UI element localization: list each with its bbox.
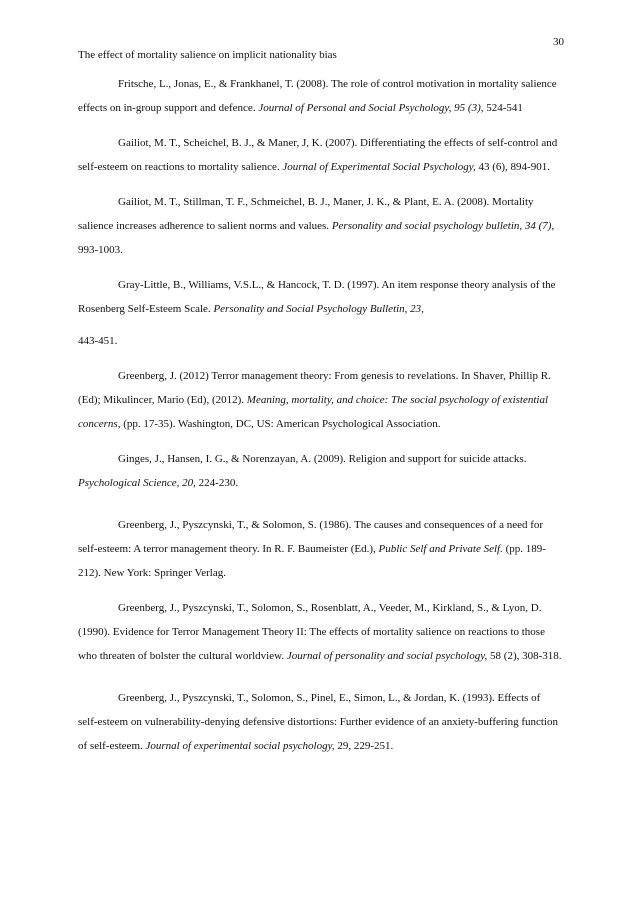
reference-pages: 993-1003. bbox=[78, 244, 123, 256]
page-number: 30 bbox=[553, 36, 564, 48]
reference-list bbox=[78, 72, 562, 769]
reference-entry bbox=[78, 190, 562, 262]
reference-text: Fritsche, L., Jonas, E., & Frankhanel, T. (2008). The role of control motivation in mortality salience effects on in-group support and defence. bbox=[78, 78, 557, 114]
journal-title: Journal of experimental social psychology, bbox=[145, 740, 335, 752]
reference-entry bbox=[78, 131, 562, 179]
reference-text: Gray-Little, B., Williams, V.S.L., & Hancock, T. D. (1997). An item response theory analysis of the Rosenberg Self-Esteem Scale. bbox=[78, 279, 556, 315]
reference-entry bbox=[78, 273, 562, 353]
reference-text: Gailiot, M. T., Stillman, T. F., Schmeichel, B. J., Maner, J. K., & Plant, E. A. (2008). Mortality salience increases adherence to salient norms and values. bbox=[78, 196, 534, 232]
reference-entry bbox=[78, 686, 562, 758]
book-title: Meaning, mortality, and choice: The social psychology of existential concerns, bbox=[78, 394, 549, 430]
reference-pages: 29, 229-251. bbox=[334, 740, 394, 752]
reference-pages: 443-451. bbox=[78, 335, 118, 347]
journal-title: Journal of personality and social psychology, bbox=[286, 650, 488, 662]
reference-text: Gailiot, M. T., Scheichel, B. J., & Maner, J, K. (2007). Differentiating the effects of self-control and self-esteem on reactions to mortality salience. bbox=[78, 137, 558, 173]
journal-title: Personality and social psychology bulletin, 34 (7), bbox=[331, 220, 555, 232]
reference-pages: 43 (6), 894-901. bbox=[475, 161, 550, 173]
reference-pages: 524-541 bbox=[483, 102, 523, 114]
reference-text: Greenberg, J., Pyszcynski, T., & Solomon, S. (1986). The causes and consequences of a need for self-esteem: A terror management theory. In R. F. Baumeister (Ed.), bbox=[78, 519, 544, 555]
reference-pages: (pp. 189-212). New York: Springer Verlag. bbox=[78, 543, 546, 579]
reference-pages: 224-230. bbox=[195, 477, 239, 489]
reference-entry bbox=[78, 447, 562, 495]
reference-entry bbox=[78, 596, 562, 668]
book-title: Public Self and Private Self. bbox=[378, 543, 503, 555]
journal-title: Journal of Experimental Social Psychology, bbox=[282, 161, 476, 173]
journal-title: Psychological Science, 20, bbox=[78, 477, 196, 489]
journal-title: Personality and Social Psychology Bulletin, 23, bbox=[213, 303, 424, 315]
reference-text: Ginges, J., Hansen, I. G., & Norenzayan, A. (2009). Religion and support for suicide attacks. bbox=[118, 453, 527, 465]
reference-pages: 58 (2), 308-318. bbox=[487, 650, 562, 662]
reference-text: Greenberg, J., Pyszcynski, T., Solomon, S., Pinel, E., Simon, L., & Jordan, K. (1993). Effects of self-esteem on vulnerability-denying defensive distortions: Further evidence of an anxiety-buffering function of self-esteem. bbox=[78, 692, 558, 752]
reference-entry bbox=[78, 513, 562, 585]
reference-entry bbox=[78, 72, 562, 120]
running-head: The effect of mortality salience on implicit nationality bias bbox=[78, 49, 337, 61]
reference-text: Greenberg, J., Pyszcynski, T., Solomon, S., Rosenblatt, A., Veeder, M., Kirkland, S., & Lyon, D. (1990). Evidence for Terror Management Theory II: The effects of mortality salience on reactions to those who threaten of bolster the cultural worldview. bbox=[78, 602, 545, 662]
reference-entry bbox=[78, 364, 562, 436]
reference-pages: (pp. 17-35). Washington, DC, US: American Psychological Association. bbox=[120, 418, 441, 430]
reference-text: Greenberg, J. (2012) Terror management theory: From genesis to revelations. In Shaver, Phillip R. (Ed); Mikulincer, Mario (Ed), (2012). bbox=[78, 370, 551, 406]
journal-title: Journal of Personal and Social Psychology, 95 (3), bbox=[258, 102, 484, 114]
